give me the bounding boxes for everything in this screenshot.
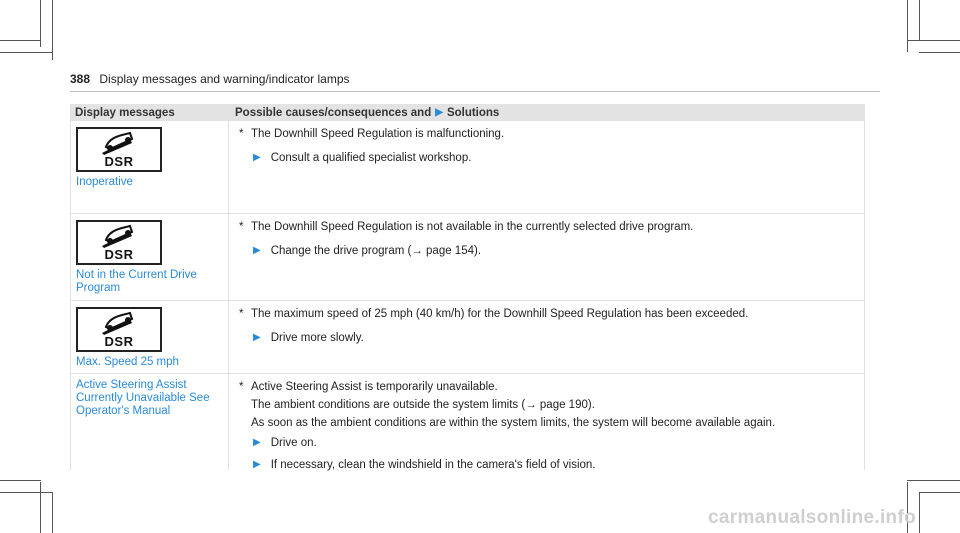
play-arrow-icon: ▶	[435, 107, 443, 118]
play-arrow-icon: ▶	[253, 245, 261, 256]
table-row: DSR Not in the Current Drive Program * The Downhill Speed Regulation is not available in the currently selected drive program. ▶ Change the drive program (→ page 154).	[70, 214, 865, 301]
messages-table	[70, 104, 865, 470]
table-row: DSR Max. Speed 25 mph * The maximum speed of 25 mph (40 km/h) for the Downhill Speed Regulation has been exceeded. ▶ Drive more slowly.	[70, 301, 865, 374]
display-message: Active Steering Assist Currently Unavailable See Operator's Manual	[76, 379, 210, 417]
crop-mark	[907, 40, 960, 41]
explanation-text: As soon as the ambient conditions are within the system limits, the system will become available again.	[251, 417, 776, 429]
crop-mark	[919, 52, 960, 53]
cause-text: The Downhill Speed Regulation is not available in the currently selected drive program.	[251, 221, 694, 233]
crop-mark	[40, 482, 41, 533]
dsr-indicator-icon: DSR	[76, 307, 162, 352]
crop-mark	[0, 52, 52, 53]
play-arrow-icon: ▶	[253, 459, 261, 470]
page-header	[70, 72, 350, 86]
page-number: 388	[70, 72, 91, 86]
crop-mark	[919, 492, 920, 533]
crop-mark	[919, 0, 920, 40]
cause-text: Active Steering Assist is temporarily unavailable.	[251, 381, 498, 393]
solution-step: Drive on.	[270, 437, 317, 449]
play-arrow-icon: ▶	[253, 437, 261, 448]
play-arrow-icon: ▶	[253, 332, 261, 343]
dsr-indicator-icon: DSR	[76, 220, 162, 265]
crop-mark	[52, 492, 53, 533]
display-message: Not in the Current Drive Program	[76, 269, 197, 294]
page-header-title: Display messages and warning/indicator lamps	[99, 72, 350, 86]
table-row: Active Steering Assist Currently Unavailable See Operator's Manual * Active Steering Assist is temporarily unavailable. The ambient conditions are outside the system limits (→ page 190). As soon as the ambient conditions are within the system limits, the system will become available again. ▶ Drive on. ▶ If necessary, clean the windshield in the camera's field of vision.	[70, 374, 865, 470]
cause-text: The Downhill Speed Regulation is malfunctioning.	[251, 128, 505, 140]
solution-step: Drive more slowly.	[270, 332, 364, 344]
explanation-text: The ambient conditions are outside the system limits (→ page 190).	[251, 399, 595, 411]
table-row: DSR Inoperative * The Downhill Speed Regulation is malfunctioning. ▶ Consult a qualified specialist workshop.	[70, 121, 865, 214]
col-header-messages: Display messages	[75, 106, 175, 119]
display-message: Inoperative	[76, 176, 133, 188]
crop-mark	[907, 0, 908, 52]
crop-mark	[0, 480, 41, 481]
crop-mark	[907, 480, 960, 481]
solution-step: Change the drive program (→ page 154).	[270, 245, 482, 257]
solution-step: Consult a qualified specialist workshop.	[270, 152, 472, 164]
table-header	[70, 104, 865, 121]
cause-text: The maximum speed of 25 mph (40 km/h) for the Downhill Speed Regulation has been exceeded.	[251, 308, 749, 320]
site-watermark: carmanualsonline.info	[708, 507, 916, 528]
crop-mark	[919, 492, 960, 493]
col-header-causes: Possible causes/consequences and ▶ Solutions	[235, 106, 500, 119]
play-arrow-icon: ▶	[253, 152, 261, 163]
solution-step: If necessary, clean the windshield in the camera's field of vision.	[270, 459, 596, 471]
crop-mark	[52, 0, 53, 60]
header-divider	[70, 91, 880, 92]
crop-mark	[0, 40, 41, 41]
crop-mark	[0, 492, 52, 493]
dsr-indicator-icon: DSR	[76, 127, 162, 172]
display-message: Max. Speed 25 mph	[76, 356, 179, 368]
